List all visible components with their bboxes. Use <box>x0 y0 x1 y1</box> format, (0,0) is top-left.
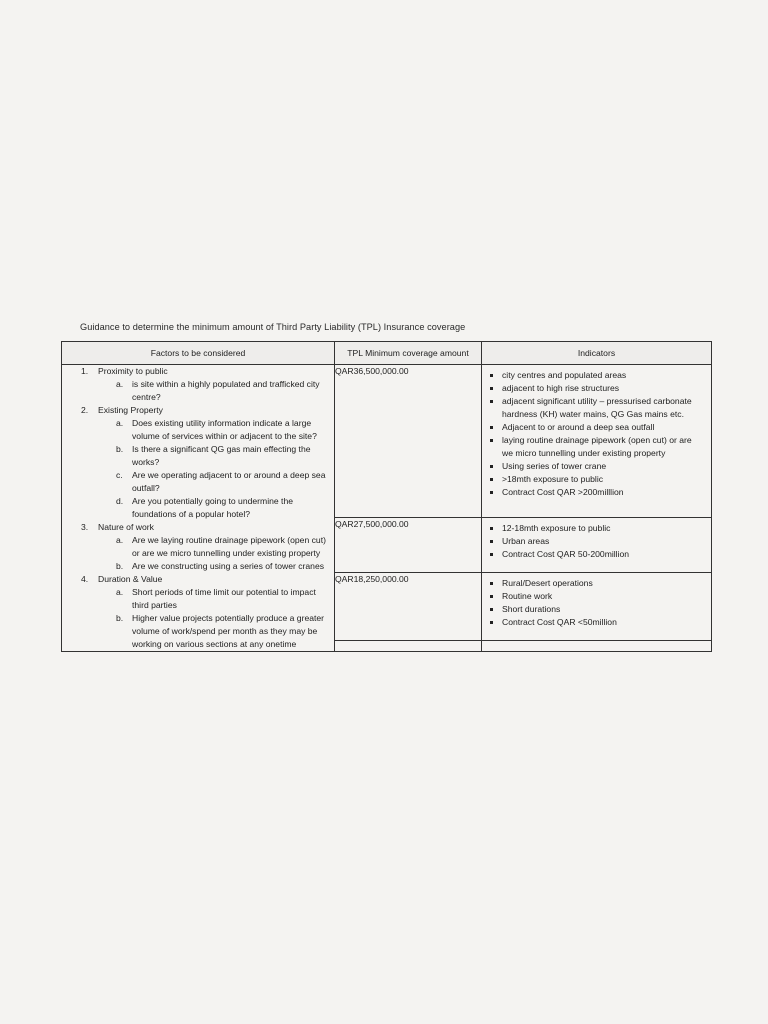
indicator-list <box>482 573 711 635</box>
factor-subitem <box>62 586 334 612</box>
factor-item <box>62 521 334 534</box>
factor-subitem <box>62 469 334 495</box>
factor-label: Duration & Value <box>98 574 163 584</box>
empty-cell <box>335 641 482 652</box>
subitem-letter: a. <box>116 379 124 389</box>
subitem-text: Are we constructing using a series of tower cranes <box>132 561 325 571</box>
subitem-letter: a. <box>116 418 124 428</box>
subitem-letter: d. <box>116 496 124 506</box>
factor-item <box>62 365 334 378</box>
subitem-text: Higher value projects potentially produce a greater volume of work/spend per month as they may be working on various sections at any onetime <box>132 613 325 649</box>
subitem-text: Does existing utility information indicate a large volume of services within or adjacent to the site? <box>132 418 317 441</box>
factor-number: 2. <box>81 405 89 415</box>
indicator-item: adjacent significant utility – pressurised carbonate hardness (KH) water mains, QG Gas mains etc. <box>482 395 705 421</box>
subitem-text: Short periods of time limit our potential to impact third parties <box>132 587 316 610</box>
indicator-item: Contract Cost QAR 50-200million <box>482 548 705 561</box>
factor-subitem <box>62 443 334 469</box>
indicator-item: Short durations <box>482 603 705 616</box>
indicator-item: >18mth exposure to public <box>482 473 705 486</box>
subitem-letter: b. <box>116 613 124 623</box>
factor-number: 3. <box>81 522 89 532</box>
table-row <box>62 365 712 518</box>
indicator-item: Routine work <box>482 590 705 603</box>
indicator-item: adjacent to high rise structures <box>482 382 705 395</box>
indicators-tier-3 <box>482 572 712 640</box>
indicator-list <box>482 518 711 567</box>
factor-subitem <box>62 560 334 573</box>
table-header-row <box>62 342 712 365</box>
factors-cell <box>62 365 335 652</box>
subitem-letter: a. <box>116 535 124 545</box>
coverage-amount-tier-2: QAR27,500,000.00 <box>335 518 482 572</box>
factor-number: 4. <box>81 574 89 584</box>
factor-subitem <box>62 612 334 651</box>
tpl-guidance-table <box>61 341 712 652</box>
subitem-text: Are you potentially going to undermine the foundations of a popular hotel? <box>132 496 293 519</box>
coverage-amount-tier-3: QAR18,250,000.00 <box>335 572 482 640</box>
factor-subitem <box>62 495 334 521</box>
factor-label: Proximity to public <box>98 366 168 376</box>
indicator-list <box>482 365 711 505</box>
header-coverage-amount: TPL Minimum coverage amount <box>335 342 482 365</box>
indicator-item: laying routine drainage pipework (open cut) or are we micro tunnelling under existing property <box>482 434 705 460</box>
subitem-text: Are we laying routine drainage pipework (open cut) or are we micro tunnelling under existing property <box>132 535 326 558</box>
factor-label: Existing Property <box>98 405 163 415</box>
coverage-amount-tier-1: QAR36,500,000.00 <box>335 365 482 518</box>
indicator-item: city centres and populated areas <box>482 369 705 382</box>
header-factors: Factors to be considered <box>62 342 335 365</box>
factor-label: Nature of work <box>98 522 154 532</box>
subitem-letter: c. <box>116 470 123 480</box>
factor-item <box>62 404 334 417</box>
indicators-tier-2 <box>482 518 712 572</box>
factor-subitem <box>62 378 334 404</box>
factor-subitem <box>62 417 334 443</box>
indicator-item: Contract Cost QAR >200milllion <box>482 486 705 499</box>
document-title: Guidance to determine the minimum amount of Third Party Liability (TPL) Insurance coverage <box>80 322 466 332</box>
empty-cell <box>482 641 712 652</box>
header-indicators: Indicators <box>482 342 712 365</box>
indicator-item: 12-18mth exposure to public <box>482 522 705 535</box>
factor-subitem <box>62 534 334 560</box>
indicators-tier-1 <box>482 365 712 518</box>
indicator-item: Contract Cost QAR <50million <box>482 616 705 629</box>
factor-number: 1. <box>81 366 89 376</box>
subitem-letter: b. <box>116 561 124 571</box>
subitem-text: Is there a significant QG gas main effecting the works? <box>132 444 311 467</box>
subitem-text: is site within a highly populated and trafficked city centre? <box>132 379 320 402</box>
indicator-item: Rural/Desert operations <box>482 577 705 590</box>
indicator-item: Urban areas <box>482 535 705 548</box>
indicator-item: Adjacent to or around a deep sea outfall <box>482 421 705 434</box>
subitem-text: Are we operating adjacent to or around a deep sea outfall? <box>132 470 326 493</box>
subitem-letter: a. <box>116 587 124 597</box>
factor-item <box>62 573 334 586</box>
indicator-item: Using series of tower crane <box>482 460 705 473</box>
subitem-letter: b. <box>116 444 124 454</box>
